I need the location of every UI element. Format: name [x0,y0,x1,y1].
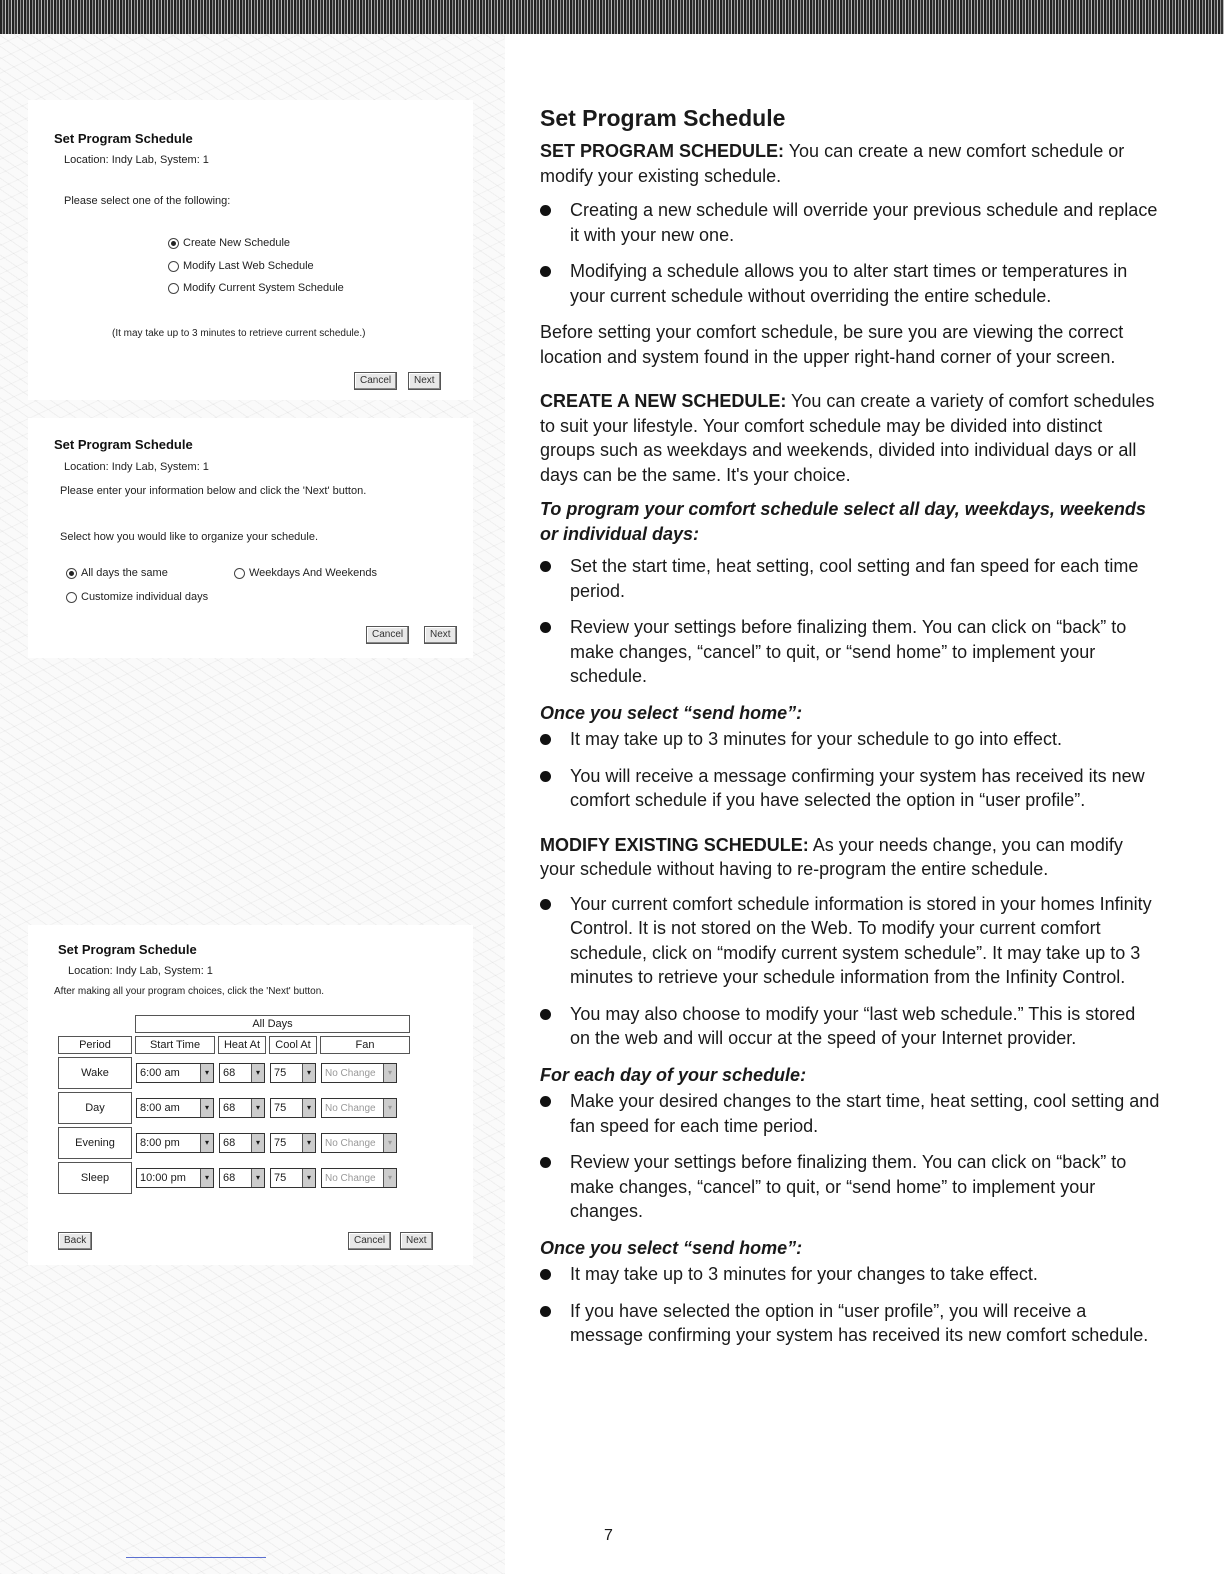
period-label: Day [58,1092,132,1124]
bullet-icon [540,266,551,277]
table-row [58,1092,410,1124]
group-header: All Days [135,1015,410,1033]
period-label: Evening [58,1127,132,1159]
radio-modify-current-system[interactable] [168,282,344,294]
radio-label: Create New Schedule [183,237,291,249]
italic-subheading: Once you select “send home”: [540,702,803,723]
column-header-start-time: Start Time [135,1036,215,1054]
next-button[interactable]: Next [424,626,457,644]
column-header-heat: Heat At [218,1036,266,1054]
dropdown-arrow-icon: ▾ [302,1134,315,1152]
next-button[interactable]: Next [400,1232,433,1250]
bullet-icon [540,1009,551,1020]
list-item: Creating a new schedule will override your previous schedule and replace it with your new one. [540,198,1160,247]
instruction-text-column [540,105,1160,1360]
bullet-icon [540,734,551,745]
back-button[interactable]: Back [58,1232,92,1250]
location-label: Location: Indy Lab, System: 1 [64,461,209,473]
dropdown-arrow-icon: ▾ [251,1134,264,1152]
select-option-panel [28,100,473,400]
bullet-icon [540,899,551,910]
set-program-paragraph: SET PROGRAM SCHEDULE: You can create a new comfort schedule or modify your existing schedule. [540,141,1125,186]
page-title: Set Program Schedule [540,105,786,131]
radio-all-days-same[interactable] [66,567,168,579]
bullet-icon [540,1306,551,1317]
retrieve-note: (It may take up to 3 minutes to retrieve current schedule.) [112,328,366,339]
heat-select[interactable]: 68 ▾ [219,1063,265,1083]
list-item: Your current comfort schedule information is stored in your homes Infinity Control. It is not stored on the Web. To modify your current comfort schedule, click on “modify current system schedule”. It may take up to 3 minutes to retrieve your schedule information from the Infinity Control. [540,892,1160,990]
start-time-select[interactable]: 10:00 pm ▾ [136,1168,214,1188]
list-item: It may take up to 3 minutes for your changes to take effect. [540,1262,1160,1287]
radio-label: Weekdays And Weekends [249,567,378,579]
bullet-icon [540,1157,551,1168]
table-row [58,1057,410,1089]
cool-select[interactable]: 75 ▾ [270,1098,316,1118]
section-label: MODIFY EXISTING SCHEDULE: [540,834,809,855]
dropdown-arrow-icon: ▾ [251,1099,264,1117]
location-label: Location: Indy Lab, System: 1 [64,154,209,166]
header-texture-band [0,0,1224,34]
bullet-icon [540,1269,551,1280]
bullet-icon [540,1096,551,1107]
section-label: CREATE A NEW SCHEDULE: [540,391,787,411]
dropdown-arrow-icon: ▾ [200,1169,213,1187]
organize-schedule-panel [28,418,473,658]
period-label: Sleep [58,1162,132,1194]
dropdown-arrow-icon: ▾ [200,1064,213,1082]
page-number: 7 [604,1527,613,1544]
heat-select[interactable]: 68 ▾ [219,1133,265,1153]
create-schedule-paragraph: CREATE A NEW SCHEDULE: You can create a variety of comfort schedules to suit your lifestyle. Your comfort schedule may be divided into distinct groups such as weekdays and weekends, divided into individual days or all days can be the same. It's your choice. [540,391,1155,485]
radio-label: Customize individual days [81,591,209,603]
list-item: Set the start time, heat setting, cool setting and fan speed for each time period. [540,554,1160,603]
footer-rule [126,1557,266,1558]
dropdown-arrow-icon: ▾ [302,1099,315,1117]
instruction-text: After making all your program choices, click the 'Next' button. [54,986,325,997]
list-item: You may also choose to modify your “last web schedule.” This is stored on the web and will occur at the speed of your Internet provider. [540,1002,1160,1051]
modify-schedule-paragraph: MODIFY EXISTING SCHEDULE: As your needs change, you can modify your schedule without having to re-program the entire schedule. [540,834,1123,879]
italic-subheading: Once you select “send home”: [540,1237,803,1258]
fan-select[interactable]: No Change ▾ [321,1133,397,1153]
column-header-cool: Cool At [269,1036,317,1054]
radio-modify-last-web[interactable] [168,260,314,272]
before-setting-paragraph: Before setting your comfort schedule, be sure you are viewing the correct location and system found in the upper right-hand corner of your screen. [540,322,1124,367]
dropdown-arrow-icon: ▾ [383,1099,396,1117]
fan-select[interactable]: No Change ▾ [321,1098,397,1118]
bullet-icon [540,771,551,782]
dropdown-arrow-icon: ▾ [383,1064,396,1082]
list-item: Review your settings before finalizing them. You can click on “back” to make changes, “cancel” to quit, or “send home” to implement your schedule. [540,615,1160,689]
dropdown-arrow-icon: ▾ [251,1064,264,1082]
fan-select[interactable]: No Change ▾ [321,1063,397,1083]
section-label: SET PROGRAM SCHEDULE: [540,141,785,161]
dropdown-arrow-icon: ▾ [383,1169,396,1187]
table-row [58,1127,410,1159]
radio-weekdays-weekends[interactable] [234,567,377,579]
bullet-icon [540,561,551,572]
start-time-select[interactable]: 6:00 am ▾ [136,1063,214,1083]
radio-label: Modify Current System Schedule [183,282,344,294]
start-time-select[interactable]: 8:00 am ▾ [136,1098,214,1118]
radio-label: All days the same [81,567,168,579]
radio-selected-icon [168,238,179,249]
bullet-icon [540,622,551,633]
italic-subheading: To program your comfort schedule select all day, weekdays, weekends or individual days: [540,499,1146,544]
dropdown-arrow-icon: ▾ [383,1134,396,1152]
list-item: Make your desired changes to the start time, heat setting, cool setting and fan speed for each time period. [540,1089,1160,1138]
dropdown-arrow-icon: ▾ [200,1099,213,1117]
cancel-button[interactable]: Cancel [366,626,409,644]
column-header-period: Period [58,1036,132,1054]
period-label: Wake [58,1057,132,1089]
bullet-icon [540,205,551,216]
list-item: If you have selected the option in “user profile”, you will receive a message confirming your system has received its new comfort schedule. [540,1299,1160,1348]
radio-selected-icon [66,568,77,579]
radio-customize-days[interactable] [66,591,208,603]
list-item: Review your settings before finalizing them. You can click on “back” to make changes, “cancel” to quit, or “send home” to implement your changes. [540,1150,1160,1224]
dropdown-arrow-icon: ▾ [251,1169,264,1187]
table-row [58,1162,410,1194]
dropdown-arrow-icon: ▾ [200,1134,213,1152]
cool-select[interactable]: 75 ▾ [270,1133,316,1153]
cancel-button[interactable]: Cancel [348,1232,391,1250]
panel-title: Set Program Schedule [54,131,193,146]
list-item: Modifying a schedule allows you to alter start times or temperatures in your current schedule without overriding the entire schedule. [540,259,1160,308]
dropdown-arrow-icon: ▾ [302,1064,315,1082]
panel-title: Set Program Schedule [58,942,197,957]
radio-icon [168,261,179,272]
radio-label: Modify Last Web Schedule [183,260,314,272]
panel-title: Set Program Schedule [54,437,193,452]
radio-create-new[interactable] [168,237,290,249]
heat-select[interactable]: 68 ▾ [219,1098,265,1118]
schedule-table [55,1012,413,1197]
cancel-button[interactable]: Cancel [354,372,397,390]
fan-select[interactable]: No Change ▾ [321,1168,397,1188]
start-time-select[interactable]: 8:00 pm ▾ [136,1133,214,1153]
column-header-fan: Fan [320,1036,410,1054]
heat-select[interactable]: 68 ▾ [219,1168,265,1188]
radio-icon [234,568,245,579]
location-label: Location: Indy Lab, System: 1 [68,965,213,977]
list-item: You will receive a message confirming your system has received its new comfort schedule if you have selected the option in “user profile”. [540,764,1160,813]
list-item: It may take up to 3 minutes for your schedule to go into effect. [540,727,1160,752]
next-button[interactable]: Next [408,372,441,390]
cool-select[interactable]: 75 ▾ [270,1168,316,1188]
prompt-text: Please select one of the following: [64,195,231,207]
organize-question: Select how you would like to organize your schedule. [60,531,319,543]
italic-subheading: For each day of your schedule: [540,1064,807,1085]
dropdown-arrow-icon: ▾ [302,1169,315,1187]
radio-icon [168,283,179,294]
instruction-text: Please enter your information below and click the 'Next' button. [60,485,367,497]
radio-icon [66,592,77,603]
cool-select[interactable]: 75 ▾ [270,1063,316,1083]
